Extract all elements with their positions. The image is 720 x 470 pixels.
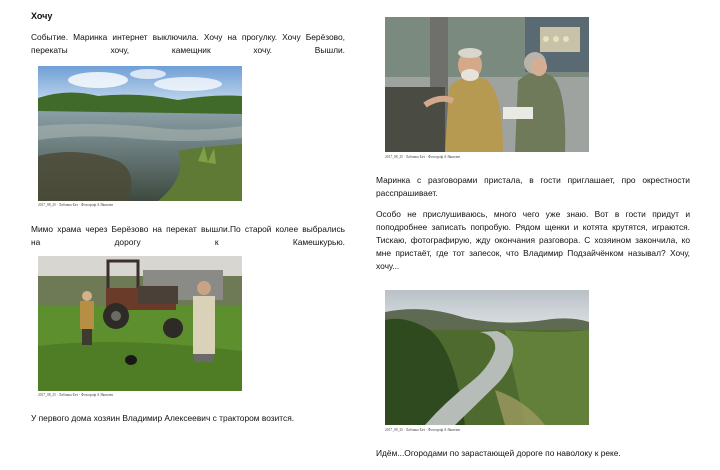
paragraph-route-line1: Мимо храма через Берёзово на перекат вышли.По старой колее выбрались xyxy=(31,224,345,234)
paragraph-event-line1: Событие. Маринка интернет выключила. Хочу на прогулку. Хочу Берёзово, xyxy=(31,32,345,42)
paragraph-marinka-line1: Маринка с разговорами пристала, в гости приглашает, про окрестности xyxy=(376,175,690,185)
paragraph-walk: Идём...Огородами по зарастающей дороге по наволоку к реке. xyxy=(376,448,621,458)
paragraph-owner: У первого дома хозяин Владимир Алексеевич с трактором возится. xyxy=(31,413,295,423)
paragraph-marinka-line2: расспрашивает. xyxy=(376,188,438,198)
paragraph-listening-line4: мне пристаёт, где тот запесок, что Владимир Подзайчёнком называл? Хочу, xyxy=(376,248,690,258)
photo-river-bend xyxy=(385,290,589,425)
photo-tractor-yard xyxy=(38,256,242,391)
photo-conversation xyxy=(385,17,589,152)
paragraph-listening-line1: Особо не прислушиваюсь, много чего уже знаю. Вот в гости придут и xyxy=(376,209,690,219)
paragraph-event-line2: перекаты хочу, камещник хочу. Вышли. xyxy=(31,45,345,55)
page-title: Хочу xyxy=(31,11,53,21)
paragraph-listening-line2: поподробнее записать попробую. Рядом щенки и котята крутятся, играются. xyxy=(376,222,690,232)
photo-caption: 2017_08_25 · Лабовка·Без · Фотограф А Яковлев xyxy=(38,393,113,397)
paragraph-route-line2: на дорогу к Камешкурью. xyxy=(31,237,345,247)
paragraph-listening-line3: Тискаю, фотографирую, жду окончания разговора. С хозяином закончила, ко xyxy=(376,235,690,245)
photo-caption: 2017_08_25 · Лабовка·Без · Фотограф А Яковлев xyxy=(38,203,113,207)
photo-river-rapids xyxy=(38,66,242,201)
photo-caption: 2017_08_25 · Лабовка·Без · Фотограф А Яковлев xyxy=(385,428,460,432)
paragraph-listening-line5: хочу... xyxy=(376,261,400,271)
photo-caption: 2017_08_25 · Лабовка·Без · Фотограф А Яковлев xyxy=(385,155,460,159)
